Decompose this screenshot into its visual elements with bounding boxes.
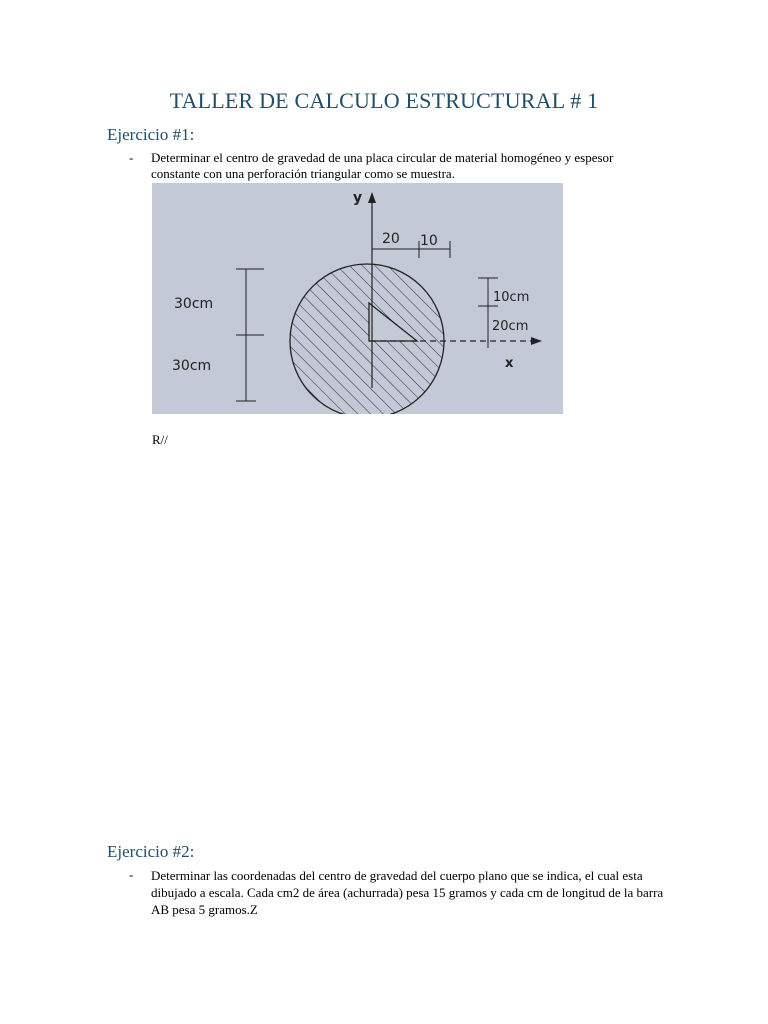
bullet-dash: - (129, 867, 134, 882)
answer-label: R// (152, 432, 168, 447)
x-axis-arrow (531, 337, 542, 345)
exercise-2-heading: Ejercicio #2: (107, 842, 195, 861)
x-axis-label: x (505, 356, 514, 371)
y-axis-arrow (368, 192, 376, 203)
circular-plate (290, 264, 444, 414)
dim-20-label: 20 (382, 231, 400, 247)
left-lower-label: 30cm (172, 358, 212, 374)
y-axis-label: y (353, 190, 363, 206)
right-lower-label: 20cm (492, 319, 529, 334)
circular-plate-diagram (152, 183, 563, 414)
page-title: TALLER DE CALCULO ESTRUCTURAL # 1 (169, 88, 599, 113)
dim-10-label: 10 (420, 233, 438, 249)
circular-plate-figure (152, 183, 563, 414)
exercise-2-text: Determinar las coordenadas del centro de gravedad del cuerpo plano que se indica, el cual esta dibujado a escala. Cada cm2 de área (achurrada) pesa 15 gramos y cada cm de longitud de la barra AB pesa 5 gramos.Z (151, 868, 664, 917)
left-upper-label: 30cm (174, 296, 214, 312)
bullet-dash: - (129, 150, 134, 165)
exercise-1-heading: Ejercicio #1: (107, 125, 195, 144)
right-upper-label: 10cm (493, 290, 530, 305)
exercise-1-text: Determinar el centro de gravedad de una placa circular de material homogéneo y espesor constante con una perforación triangular como se muestra. (151, 150, 614, 181)
